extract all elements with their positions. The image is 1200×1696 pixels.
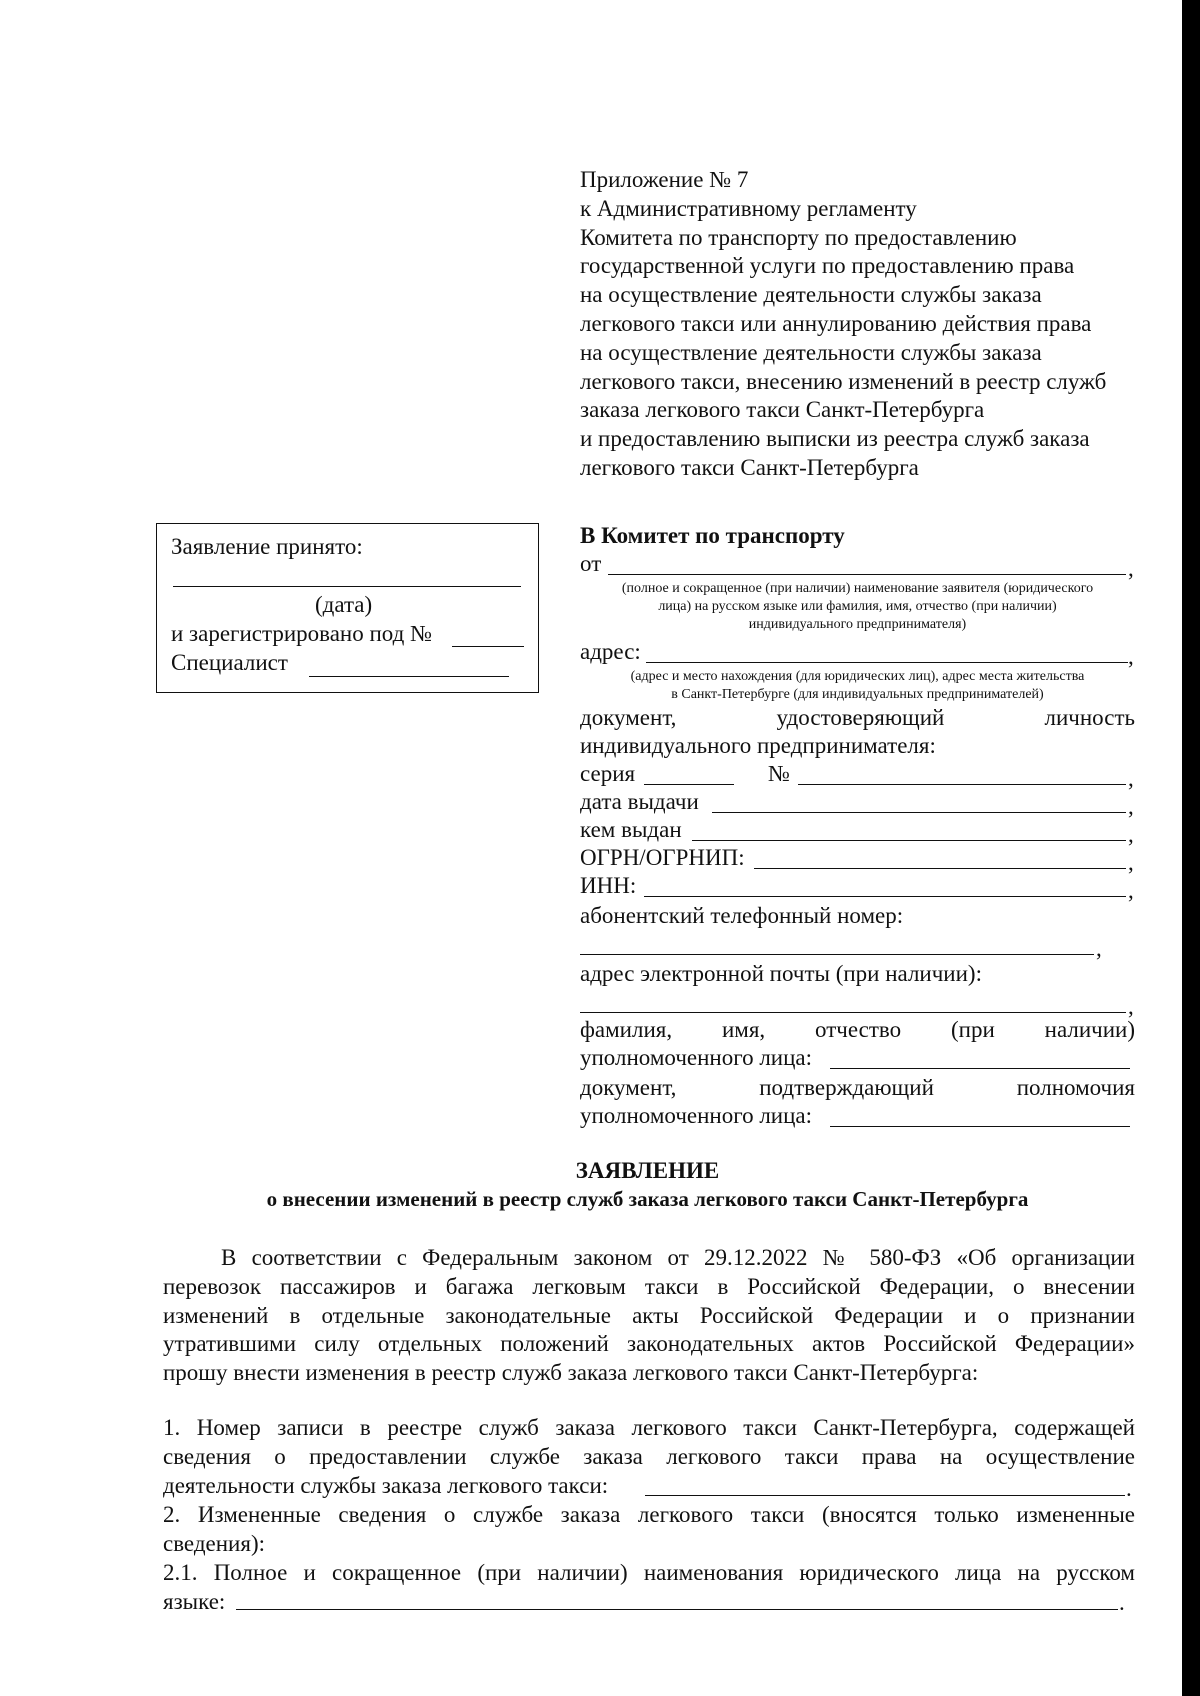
address-field[interactable] xyxy=(646,662,1128,663)
inn-label: ИНН: xyxy=(580,873,637,898)
appendix-line: Приложение № 7 xyxy=(580,167,749,192)
intro-line: изменений в отдельные законодательные акты Российской Федерации и о признании xyxy=(163,1302,1135,1328)
word: наличии) xyxy=(1044,1017,1135,1042)
email-field[interactable] xyxy=(580,1012,1126,1013)
item-2-1 xyxy=(163,1559,1135,1617)
word: имя, xyxy=(721,1017,766,1042)
stamp-number-line[interactable] xyxy=(452,646,524,647)
authorized-fio-label xyxy=(580,1016,1135,1044)
comma: , xyxy=(1128,822,1134,847)
comma: , xyxy=(1128,794,1134,819)
word: фамилия, xyxy=(580,1017,673,1042)
period: . xyxy=(1126,1476,1132,1501)
stamp-specialist-label: Специалист xyxy=(171,650,288,675)
from-note xyxy=(580,580,1135,634)
appendix-header xyxy=(580,166,1140,483)
appendix-line: Комитета по транспорту по предоставлению xyxy=(580,224,1017,250)
statement-title: ЗАЯВЛЕНИЕ xyxy=(575,1158,720,1183)
statement-subtitle: о внесении изменений в реестр служб заказа легкового такси Санкт-Петербурга xyxy=(266,1187,1029,1211)
stamp-date-line[interactable] xyxy=(173,586,521,587)
series-label: серия xyxy=(580,761,636,786)
registration-stamp-box xyxy=(156,523,539,693)
item-1 xyxy=(163,1414,1135,1500)
item-2-1-line: 2.1. Полное и сокращенное (при наличии) наименования юридического лица на русском xyxy=(163,1560,1135,1585)
id-document-label xyxy=(580,704,1135,732)
phone-label: абонентский телефонный номер: xyxy=(580,903,904,928)
from-field[interactable] xyxy=(608,574,1126,575)
authority-document-label xyxy=(580,1074,1135,1102)
intro-line: В соответствии с Федеральным законом от 29.12.2022 № 580-ФЗ «Об организации xyxy=(221,1245,1135,1270)
from-note-line: индивидуального предпринимателя) xyxy=(748,617,967,632)
intro-line: утратившими силу отдельных положений законодательных актов Российской Федерации» xyxy=(163,1331,1135,1357)
comma: , xyxy=(1128,850,1134,875)
appendix-line: к Административному регламенту xyxy=(580,195,917,221)
word: личность xyxy=(1044,705,1135,730)
from-note-line: лица) на русском языке или фамилия, имя, отчество (при наличии) xyxy=(658,599,1057,614)
stamp-specialist-line[interactable] xyxy=(309,676,509,677)
address-note-line: в Санкт-Петербурге (для индивидуальных предпринимателей) xyxy=(671,687,1044,702)
from-note-line: (полное и сокращенное (при наличии) наименование заявителя (юридического xyxy=(621,581,1094,596)
scan-edge xyxy=(1182,0,1200,1696)
item-1-line: сведения о предоставлении службе заказа легкового такси права на осуществление xyxy=(163,1443,1135,1469)
phone-field[interactable] xyxy=(580,954,1094,955)
word: удостоверяющий xyxy=(776,705,945,730)
ogrn-field[interactable] xyxy=(754,868,1126,869)
appendix-line: легкового такси, внесению изменений в реестр служб xyxy=(580,368,1107,394)
comma: , xyxy=(1096,936,1102,961)
appendix-line: и предоставлению выписки из реестра служб заказа xyxy=(580,426,1090,452)
word: подтверждающий xyxy=(759,1075,934,1100)
intro-paragraph xyxy=(163,1244,1135,1388)
period: . xyxy=(1119,1590,1125,1615)
series-field[interactable] xyxy=(644,784,734,785)
item-2 xyxy=(163,1501,1135,1559)
appendix-line: государственной услуги по предоставлению права xyxy=(580,253,1075,279)
stamp-accepted-label: Заявление принято: xyxy=(171,534,363,559)
issued-by-label: кем выдан xyxy=(580,817,682,842)
comma: , xyxy=(1128,644,1134,669)
email-label: адрес электронной почты (при наличии): xyxy=(580,961,982,986)
address-note-line: (адрес и место нахождения (для юридических лиц), адрес места жительства xyxy=(630,669,1085,684)
item-1-line: 1. Номер записи в реестре служб заказа легкового такси Санкт-Петербурга, содержащей xyxy=(163,1415,1135,1440)
item-2-line: сведения): xyxy=(163,1530,265,1556)
authorized-person-label-2: уполномоченного лица: xyxy=(580,1103,813,1128)
authorized-person-label: уполномоченного лица: xyxy=(580,1045,813,1070)
address-label: адрес: xyxy=(580,639,641,664)
number-field[interactable] xyxy=(798,784,1126,785)
appendix-line: легкового такси Санкт-Петербурга xyxy=(580,454,919,480)
id-document-label-2: индивидуального предпринимателя: xyxy=(580,733,936,758)
word: документ, xyxy=(580,1075,677,1100)
issued-by-field[interactable] xyxy=(692,840,1126,841)
issue-date-label: дата выдачи xyxy=(580,789,699,814)
ogrn-label: ОГРН/ОГРНИП: xyxy=(580,845,745,870)
word: документ, xyxy=(580,705,677,730)
intro-line: прошу внести изменения в реестр служб заказа легкового такси Санкт-Петербурга: xyxy=(163,1360,979,1386)
record-number-field[interactable] xyxy=(645,1495,1125,1496)
authorized-fio-field[interactable] xyxy=(830,1068,1130,1069)
appendix-line: легкового такси или аннулированию действия права xyxy=(580,310,1092,336)
authority-document-field[interactable] xyxy=(830,1126,1130,1127)
address-note xyxy=(580,668,1135,704)
word: (при xyxy=(950,1017,995,1042)
inn-field[interactable] xyxy=(644,896,1126,897)
stamp-registered-label: и зарегистрировано под № xyxy=(171,621,433,646)
appendix-line: на осуществление деятельности службы заказа xyxy=(580,339,1042,365)
comma: , xyxy=(1128,878,1134,903)
intro-line: перевозок пассажиров и багажа легковым такси в Российской Федерации, о внесении xyxy=(163,1273,1135,1299)
word: полномочия xyxy=(1016,1075,1135,1100)
stamp-date-label: (дата) xyxy=(315,592,373,617)
word: отчество xyxy=(815,1017,902,1042)
appendix-line: заказа легкового такси Санкт-Петербурга xyxy=(580,397,985,423)
from-label: от xyxy=(580,551,602,576)
number-label: № xyxy=(768,761,790,786)
item-2-line: 2. Измененные сведения о службе заказа легкового такси (вносятся только измененные xyxy=(163,1502,1135,1527)
comma: , xyxy=(1128,766,1134,791)
item-2-1-line: языке: xyxy=(163,1588,226,1614)
comma: , xyxy=(1128,556,1134,581)
item-1-line: деятельности службы заказа легкового такси: xyxy=(163,1472,609,1498)
issue-date-field[interactable] xyxy=(712,812,1126,813)
addressee: В Комитет по транспорту xyxy=(580,523,845,548)
comma: , xyxy=(1128,994,1134,1019)
legal-entity-name-field[interactable] xyxy=(236,1609,1118,1610)
appendix-line: на осуществление деятельности службы заказа xyxy=(580,282,1042,308)
